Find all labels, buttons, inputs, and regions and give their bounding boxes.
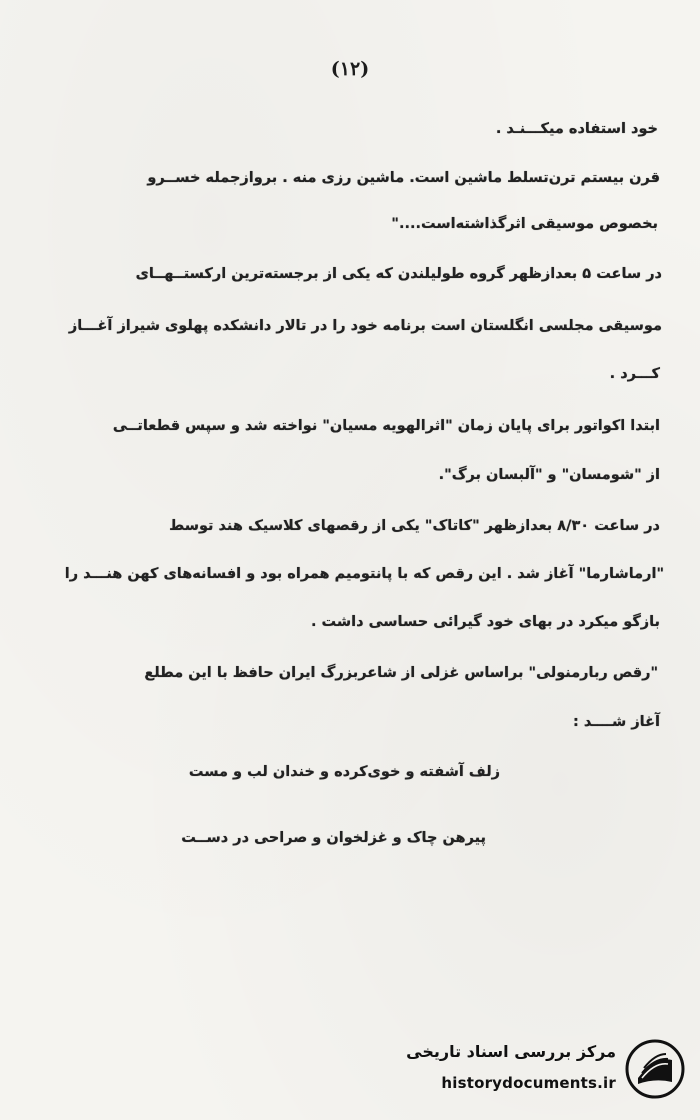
text-line-2: قرن بیستم ترن‌تسلط ماشین است. ماشین رزی منه . بروازجمله خســرو — [147, 170, 660, 186]
text-line-10: "ارماشارما" آغاز شد . این رقص که با پانتومیم همراه بود و افسانه‌های کهن هنـــد را — [64, 566, 664, 582]
text-line-4: در ساعت ۵ بعدازظهر گروه طولیلندن که یکی از برجسته‌ترین ارکستــهــای — [135, 266, 662, 282]
text-line-9: در ساعت ۸/۳۰ بعدازظهر "کاتاک" یکی از رقصهای کلاسیک هند توسط — [169, 518, 660, 534]
text-line-5: موسیقی مجلسی انگلستان است برنامه خود را در تالار دانشکده پهلوی شیراز آغـــاز — [68, 318, 662, 334]
text-line-6: کـــرد . — [609, 366, 660, 382]
text-line-13: آغاز شــــد : — [572, 714, 660, 730]
page-number: (۱۲) — [330, 58, 370, 80]
watermark-url: historydocuments.ir — [441, 1074, 616, 1092]
poem-line-1: زلف آشفته و خوی‌کرده و خندان لب و مست — [188, 764, 500, 780]
book-emblem-icon — [624, 1038, 686, 1100]
text-line-1: خود استفاده میکـــنـد . — [495, 121, 658, 137]
text-line-8: از "شومسان" و "آلبسان برگ". — [438, 467, 660, 483]
watermark-title: مرکز بررسی اسناد تاریخی — [406, 1042, 616, 1061]
poem-line-2: پیرهن چاک و غزلخوان و صراحی در دســت — [181, 830, 486, 846]
text-line-3: بخصوص موسیقی اثرگذاشته‌است...." — [391, 216, 658, 232]
text-line-12: "رقص ربارمنولی" براساس غزلی از شاعربزرگ ایران حافظ با این مطلع — [144, 665, 658, 681]
archive-watermark — [406, 1036, 686, 1108]
text-line-7: ابتدا اکواتور برای پایان زمان "اثرالهویه مسیان" نواخته شد و سپس قطعاتــی — [112, 418, 660, 434]
text-line-11: بازگو میکرد در بهای خود گیرائی حساسی داشت . — [310, 614, 660, 630]
